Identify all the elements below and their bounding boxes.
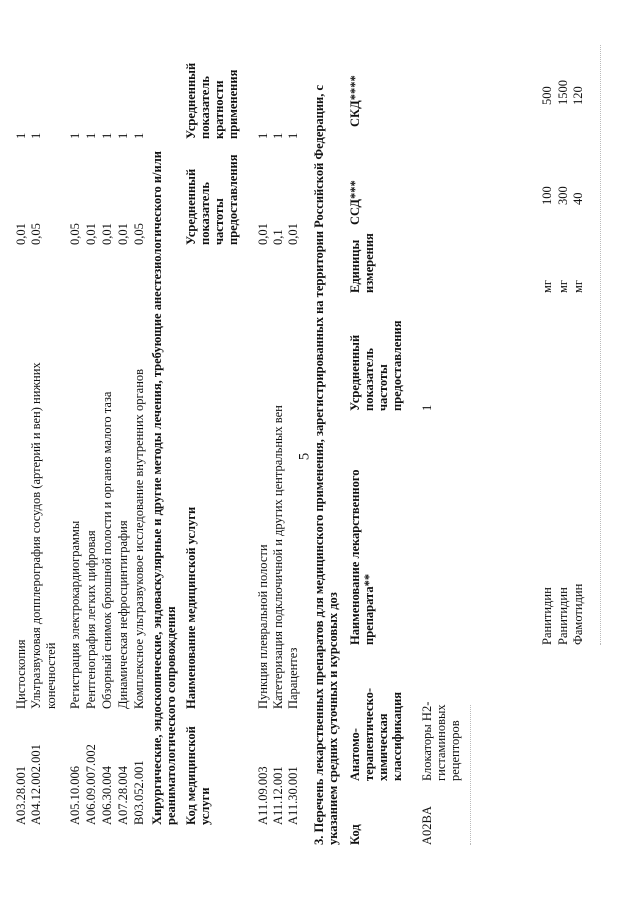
row-mult: 1 bbox=[14, 132, 28, 139]
row-name: Катетеризация подключичной и других центральных вен bbox=[271, 405, 285, 709]
header-atc: Анатомо-терапевтическо-химическая классификация bbox=[348, 687, 404, 781]
page-number: 5 bbox=[296, 452, 313, 461]
row-mult: 1 bbox=[132, 132, 146, 139]
section-title-drugs: 3. Перечень лекарственных препаратов для медицинского применения, зарегистрированных на территории Российской Федерации, с указанием средних суточных и курсовых доз bbox=[312, 84, 340, 845]
drug-name: Фамотидин bbox=[571, 583, 585, 645]
drug-skd: 500 bbox=[540, 86, 554, 105]
row-freq: 0,05 bbox=[68, 223, 82, 245]
header-ssd: ССД*** bbox=[348, 180, 362, 225]
row-name: Обзорный снимок брюшной полости и органов малого таза bbox=[100, 391, 114, 709]
group-atc: Блокаторы H2-гистаминовых рецепторов bbox=[420, 701, 462, 781]
header-freq: Усредненный показатель частоты предоставления bbox=[184, 154, 240, 245]
group-code: A02BA bbox=[420, 806, 434, 845]
row-freq: 0,01 bbox=[116, 223, 130, 245]
row-mult: 1 bbox=[256, 132, 270, 139]
drug-ssd: 40 bbox=[571, 192, 585, 205]
row-name: Динамическая нефросцинтиграфия bbox=[116, 520, 130, 709]
row-name: Цистоскопия bbox=[14, 639, 28, 709]
header-unit: Единицы измерения bbox=[348, 233, 376, 293]
row-mult: 1 bbox=[68, 132, 82, 139]
drug-skd: 1500 bbox=[556, 80, 570, 105]
row-name: Комплексное ультразвуковое исследование внутренних органов bbox=[132, 368, 146, 709]
scan-dotted-line bbox=[600, 45, 601, 645]
row-freq: 0,05 bbox=[132, 223, 146, 245]
header-code: Код медицинской услуги bbox=[184, 726, 212, 825]
header-mult: Усредненный показатель кратности применения bbox=[184, 62, 240, 139]
row-name: Ультразвуковая допплерография сосудов (артерий и вен) нижних bbox=[29, 362, 43, 709]
row-mult: 1 bbox=[84, 132, 98, 139]
header-name: Наименование медицинской услуги bbox=[184, 506, 198, 709]
row-freq: 0,01 bbox=[256, 223, 270, 245]
row-mult: 1 bbox=[29, 132, 43, 139]
row-code: A11.09.003 bbox=[256, 766, 270, 825]
row-name-continued: конечностей bbox=[44, 642, 58, 709]
row-freq: 0,1 bbox=[271, 229, 285, 245]
row-code: B03.052.001 bbox=[132, 760, 146, 825]
row-mult: 1 bbox=[286, 132, 300, 139]
row-code: A07.28.004 bbox=[116, 765, 130, 825]
header-code: Код bbox=[348, 824, 362, 845]
row-name: Парацентез bbox=[286, 647, 300, 709]
drug-unit: мг bbox=[571, 279, 585, 293]
drug-skd: 120 bbox=[571, 86, 585, 105]
row-mult: 1 bbox=[100, 132, 114, 139]
row-mult: 1 bbox=[116, 132, 130, 139]
row-code: A06.30.004 bbox=[100, 765, 114, 825]
row-code: A05.10.006 bbox=[68, 765, 82, 825]
header-freq: Усредненный показатель частоты предоставления bbox=[348, 320, 404, 411]
row-code: A03.28.001 bbox=[14, 765, 28, 825]
row-mult: 1 bbox=[271, 132, 285, 139]
row-name: Рентгенография легких цифровая bbox=[84, 530, 98, 709]
row-freq: 0,05 bbox=[29, 223, 43, 245]
row-freq: 0,01 bbox=[84, 223, 98, 245]
header-skd: СКД**** bbox=[348, 75, 362, 127]
drug-unit: мг bbox=[556, 279, 570, 293]
row-freq: 0,01 bbox=[286, 223, 300, 245]
drug-name: Ранитидин bbox=[556, 587, 570, 645]
drug-name: Ранитидин bbox=[540, 587, 554, 645]
row-name: Регистрация электрокардиограммы bbox=[68, 520, 82, 709]
drug-ssd: 300 bbox=[556, 186, 570, 205]
drug-unit: мг bbox=[540, 279, 554, 293]
row-freq: 0,01 bbox=[14, 223, 28, 245]
row-code: A11.12.001 bbox=[271, 766, 285, 825]
row-freq: 0,01 bbox=[100, 223, 114, 245]
row-code: A11.30.001 bbox=[286, 766, 300, 825]
row-code: A06.09.007.002 bbox=[84, 744, 98, 825]
scan-dotted-line bbox=[470, 705, 471, 845]
row-code: A04.12.002.001 bbox=[29, 744, 43, 825]
row-name: Пункция плевральной полости bbox=[256, 544, 270, 709]
section-title-surgical: Хирургические, эндоскопические, эндоваскулярные и другие методы лечения, требующие анестезиологического и/или реаниматологического сопровождения bbox=[150, 151, 178, 825]
drug-ssd: 100 bbox=[540, 186, 554, 205]
header-drug: Наименование лекарственного препарата** bbox=[348, 469, 376, 645]
group-freq: 1 bbox=[420, 404, 434, 411]
